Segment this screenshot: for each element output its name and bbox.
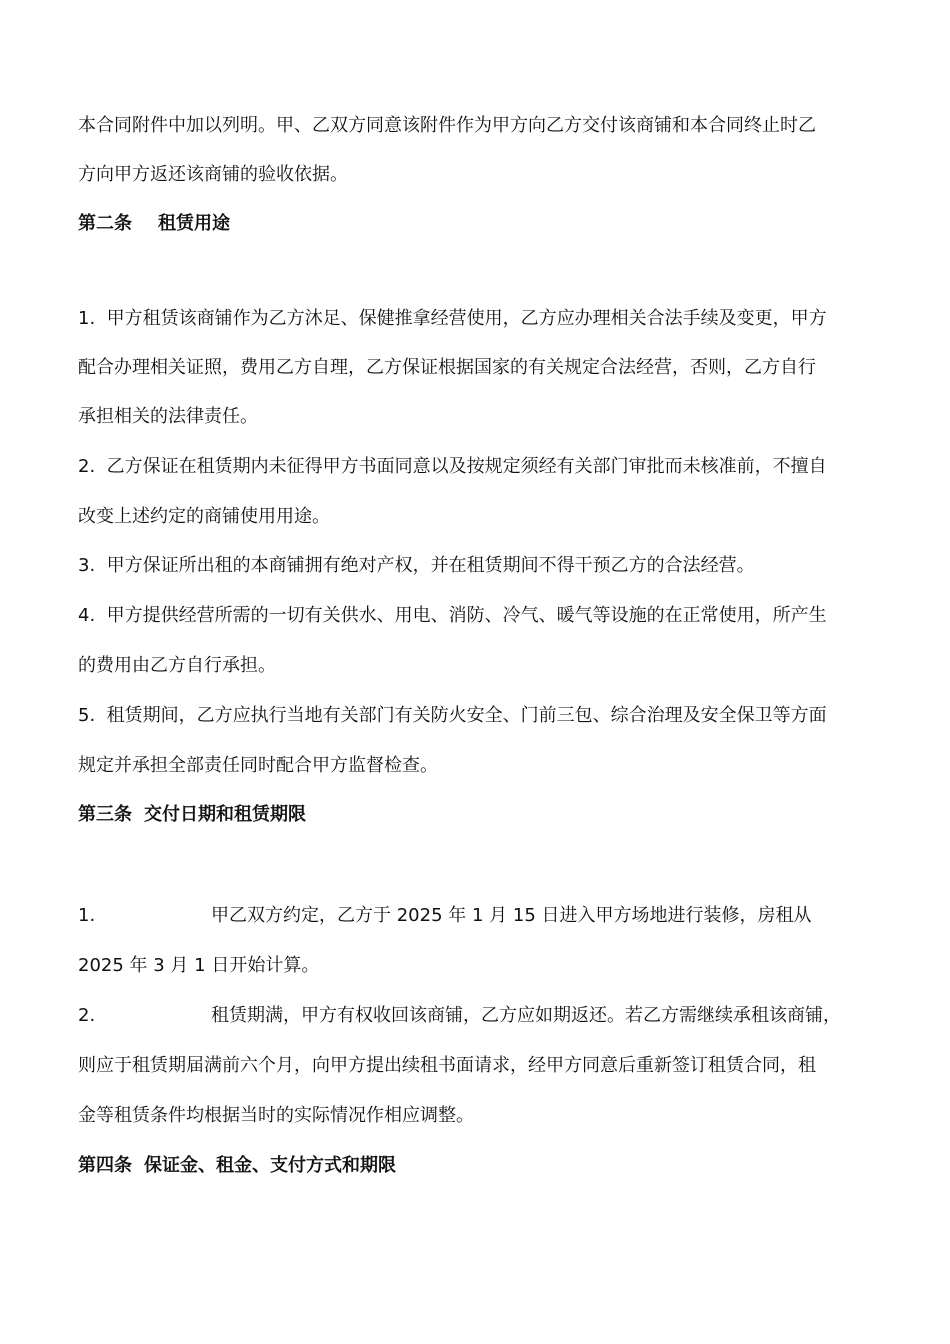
article-2-item-1-line-1 [78, 307, 878, 331]
article-2-number: 第二条 [78, 213, 132, 234]
article-2-item-4-text: 甲方提供经营所需的一切有关供水、用电、消防、冷气、暖气等设施的在正常使用，所产生 [106, 605, 827, 626]
article-2-item-5-text: 租赁期间，乙方应执行当地有关部门有关防火安全、门前三包、综合治理及安全保卫等方面 [106, 705, 827, 726]
article-2-item-2-number: 2. [78, 456, 96, 477]
article-3-item-2-line-2: 则应于租赁期届满前六个月，向甲方提出续租书面请求，经甲方同意后重新签订租赁合同，租 [78, 1055, 816, 1076]
article-2-item-1-line-2: 配合办理相关证照，费用乙方自理，乙方保证根据国家的有关规定合法经营，否则，乙方自行 [78, 357, 816, 378]
article-3-item-2-text: 租赁期满，甲方有权收回该商铺，乙方应如期返还。若乙方需继续承租该商铺， [211, 1005, 841, 1026]
article-2-item-3-number: 3. [78, 555, 96, 576]
article-2-item-1-line-3: 承担相关的法律责任。 [78, 406, 258, 427]
article-3-item-1-number: 1. [78, 905, 96, 926]
article-3-item-2-line-1 [78, 1004, 878, 1028]
article-2-item-2-text: 乙方保证在租赁期内未征得甲方书面同意以及按规定须经有关部门审批而未核准前，不擅自 [106, 456, 827, 477]
article-2-item-4-line-2: 的费用由乙方自行承担。 [78, 655, 276, 676]
article-4-title: 保证金、租金、支付方式和期限 [144, 1155, 396, 1176]
article-4-heading [78, 1154, 878, 1178]
intro-line-1: 本合同附件中加以列明。甲、乙双方同意该附件作为甲方向乙方交付该商铺和本合同终止时乙 [78, 115, 816, 136]
article-2-item-5-number: 5. [78, 705, 96, 726]
article-3-item-2-line-3: 金等租赁条件均根据当时的实际情况作相应调整。 [78, 1105, 474, 1126]
article-2-item-3-text: 甲方保证所出租的本商铺拥有绝对产权，并在租赁期间不得干预乙方的合法经营。 [106, 555, 755, 576]
article-3-item-2-number: 2. [78, 1005, 96, 1026]
article-4-number: 第四条 [78, 1155, 132, 1176]
article-2-title: 租赁用途 [158, 213, 230, 234]
intro-line-2: 方向甲方返还该商铺的验收依据。 [78, 164, 348, 185]
article-2-item-1-number: 1. [78, 308, 96, 329]
article-3-item-1-text: 甲乙双方约定，乙方于 2025 年 1 月 15 日进入甲方场地进行装修，房租从 [211, 905, 812, 926]
article-2-item-5-line-1 [78, 704, 878, 728]
article-3-title: 交付日期和租赁期限 [144, 804, 306, 825]
article-2-item-2-line-1 [78, 455, 878, 479]
article-3-item-1-line-1 [78, 904, 878, 928]
article-2-item-3-line-1 [78, 554, 878, 578]
article-2-item-4-number: 4. [78, 605, 96, 626]
article-2-heading [78, 212, 878, 236]
article-3-item-1-line-2: 2025 年 3 月 1 日开始计算。 [78, 955, 320, 976]
article-3-heading [78, 803, 878, 827]
article-2-item-1-text: 甲方租赁该商铺作为乙方沐足、保健推拿经营使用，乙方应办理相关合法手续及变更，甲方 [106, 308, 827, 329]
article-3-number: 第三条 [78, 804, 132, 825]
article-2-item-5-line-2: 规定并承担全部责任同时配合甲方监督检查。 [78, 755, 438, 776]
article-2-item-2-line-2: 改变上述约定的商铺使用用途。 [78, 506, 330, 527]
article-2-item-4-line-1 [78, 604, 878, 628]
